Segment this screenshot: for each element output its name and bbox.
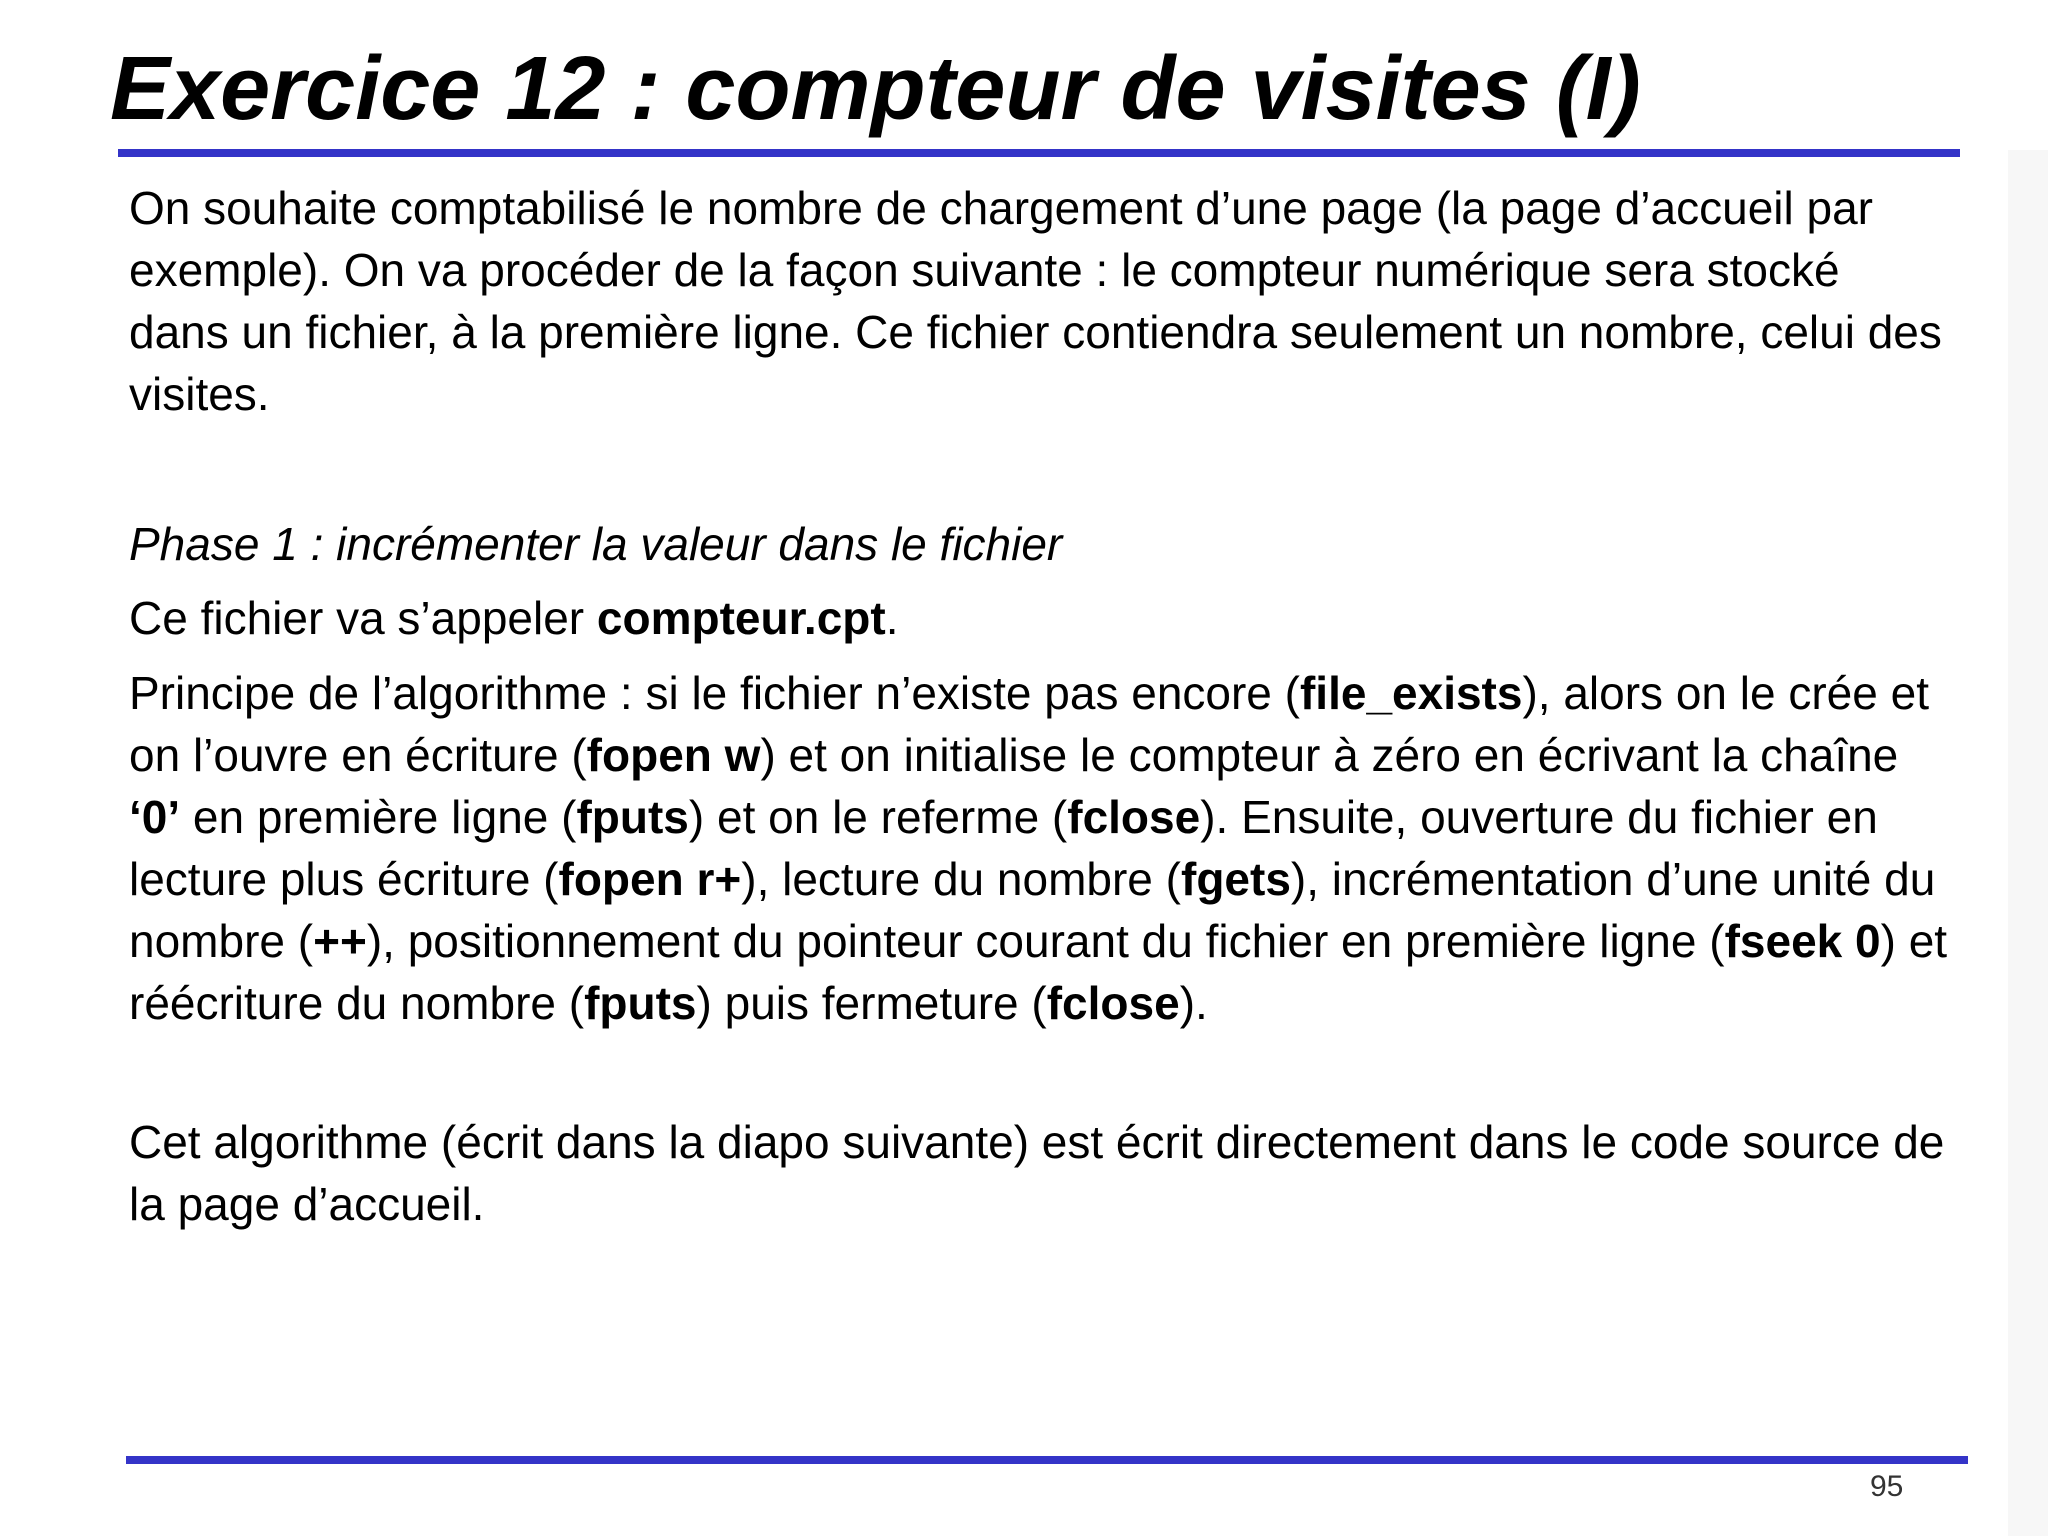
slide-edge-shadow — [2008, 150, 2048, 1536]
intro-paragraph: On souhaite comptabilisé le nombre de chargement d’une page (la page d’accueil par exemple). On va procéder de la façon suivante : le compteur numérique sera stocké dans un fichier, à la première ligne. Ce fichier contiendra seulement un nombre, celui des visites. — [129, 182, 1942, 420]
algorithm-keyword: fgets — [1181, 853, 1291, 905]
filename-sentence-before: Ce fichier va s’appeler — [129, 592, 597, 644]
algorithm-text: ), positionnement du pointeur courant du fichier en première ligne ( — [366, 915, 1725, 967]
algorithm-keyword: file_exists — [1299, 667, 1523, 719]
algorithm-text: ) et réécriture du nombre ( — [129, 915, 1948, 1029]
algorithm-text: ) puis fermeture ( — [696, 977, 1047, 1029]
algorithm-text: ) et on le referme ( — [688, 791, 1068, 843]
algorithm-text: ), incrémentation d’une unité du nombre ( — [129, 853, 1936, 967]
algorithm-text: ). Ensuite, ouverture du fichier en lecture plus écriture ( — [129, 791, 1878, 905]
filename-keyword: compteur.cpt — [596, 592, 886, 644]
algorithm-paragraph — [129, 662, 1949, 1034]
phase-heading: Phase 1 : incrémenter la valeur dans le fichier — [129, 518, 1063, 570]
filename-sentence — [129, 587, 1949, 649]
slide-title: Exercice 12 : compteur de visites (I) — [110, 39, 1641, 139]
page-number: 95 — [1870, 1470, 1904, 1503]
algorithm-text: ), alors on le crée et on l’ouvre en écriture ( — [129, 667, 1929, 781]
algorithm-keyword: fputs — [576, 791, 689, 843]
algorithm-keyword: ++ — [313, 915, 367, 967]
algorithm-text: ) et on initialise le compteur à zéro en écrivant la chaîne — [760, 729, 1899, 781]
footer-rule — [126, 1456, 1968, 1464]
algorithm-text: ). — [1179, 977, 1208, 1029]
algorithm-text: Principe de l’algorithme : si le fichier n’existe pas encore ( — [129, 667, 1300, 719]
algorithm-text: ), lecture du nombre ( — [741, 853, 1181, 905]
title-underline — [118, 149, 1960, 157]
algorithm-keyword: fopen r+ — [558, 853, 742, 905]
algorithm-keyword: fclose — [1046, 977, 1180, 1029]
algorithm-keyword: fclose — [1067, 791, 1201, 843]
conclusion-paragraph: Cet algorithme (écrit dans la diapo suivante) est écrit directement dans le code source de la page d’accueil. — [129, 1116, 1945, 1230]
algorithm-keyword: ‘0’ — [129, 791, 181, 843]
algorithm-text: en première ligne ( — [180, 791, 577, 843]
algorithm-keyword: fseek 0 — [1724, 915, 1881, 967]
filename-sentence-after: . — [885, 592, 899, 644]
algorithm-keyword: fopen w — [586, 729, 761, 781]
algorithm-keyword: fputs — [584, 977, 697, 1029]
